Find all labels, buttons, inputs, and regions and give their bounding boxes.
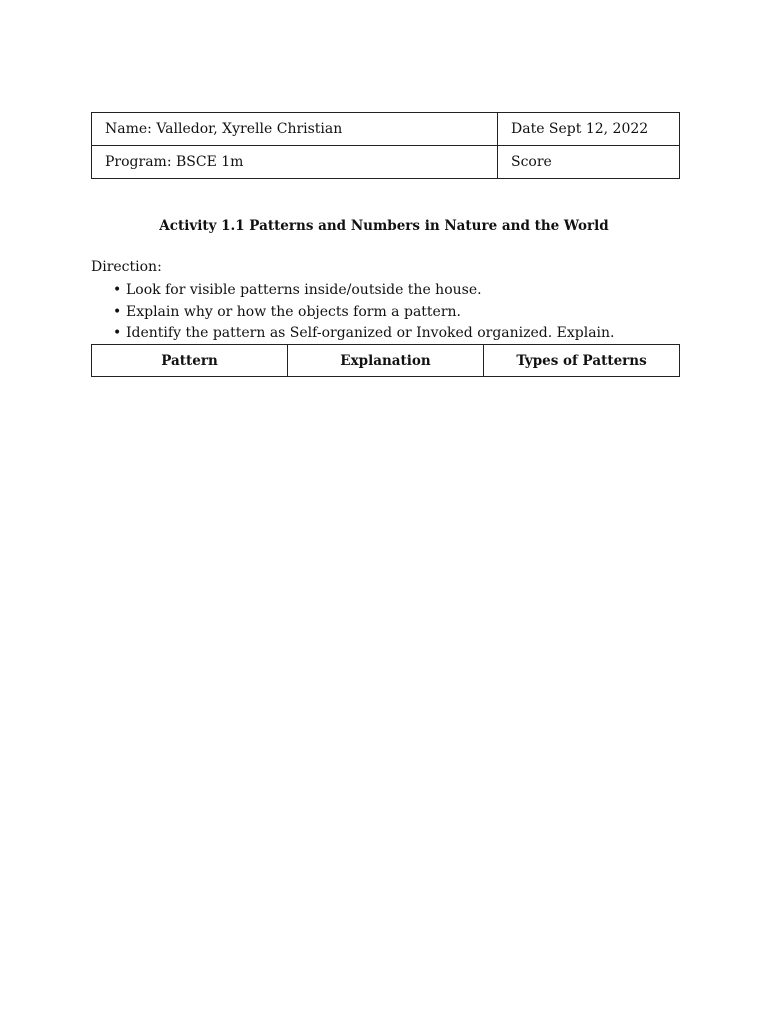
direction-item-text: Explain why or how the objects form a pattern. <box>126 303 461 320</box>
score-cell: Score <box>498 146 680 179</box>
pattern-table <box>91 344 680 377</box>
direction-item-text: Look for visible patterns inside/outside the house. <box>126 282 482 298</box>
column-header-types-of-patterns: Types of Patterns <box>484 345 680 377</box>
student-info-table <box>91 112 680 179</box>
direction-label: Direction: <box>91 259 162 275</box>
bullet-icon: • <box>113 282 122 298</box>
list-item <box>113 281 615 303</box>
bullet-icon: • <box>113 325 122 341</box>
list-item <box>113 324 615 346</box>
table-header-row <box>92 345 680 377</box>
activity-title: Activity 1.1 Patterns and Numbers in Nature and the World <box>159 218 609 234</box>
table-row <box>92 146 680 179</box>
column-header-explanation: Explanation <box>288 345 484 377</box>
program-cell: Program: BSCE 1m <box>92 146 498 179</box>
date-cell: Date Sept 12, 2022 <box>498 113 680 146</box>
column-header-pattern: Pattern <box>92 345 288 377</box>
direction-list <box>113 281 615 346</box>
bullet-icon: • <box>113 303 122 320</box>
student-name-cell: Name: Valledor, Xyrelle Christian <box>92 113 498 146</box>
list-item <box>113 303 615 325</box>
table-row <box>92 113 680 146</box>
direction-item-text: Identify the pattern as Self-organized or Invoked organized. Explain. <box>126 325 615 341</box>
